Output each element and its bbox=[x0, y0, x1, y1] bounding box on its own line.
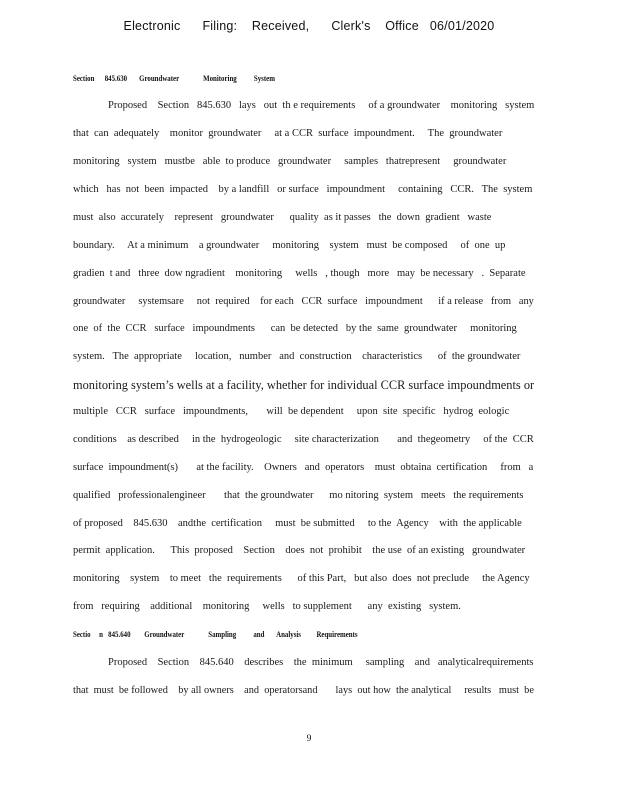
paragraph-line: Proposed Section 845.640 describes the minimum sampling and analyticalrequirements bbox=[108, 657, 534, 668]
paragraph-line: groundwater systemsare not required for each CCR surface impoundment if a release from any bbox=[73, 296, 534, 307]
paragraph-line: one of the CCR surface impoundments can be detected by the same groundwater monitoring bbox=[73, 323, 517, 334]
paragraph-line: that can adequately monitor groundwater at a CCR surface impoundment. The groundwater bbox=[73, 128, 503, 139]
paragraph-line: surface impoundment(s) at the facility. Owners and operators must obtaina certification from a bbox=[73, 462, 534, 473]
paragraph-line: monitoring system to meet the requirements of this Part, but also does not preclude the Agency bbox=[73, 573, 530, 584]
paragraph-line: Proposed Section 845.630 lays out th e requirements of a groundwater monitoring system bbox=[108, 100, 535, 111]
paragraph-line: permit application. This proposed Section does not prohibit the use of an existing groundwater bbox=[73, 545, 526, 556]
paragraph-line: system. The appropriate location, number and construction characteristics of the groundwater bbox=[73, 351, 521, 362]
electronic-filing-header: Electronic Filing: Received, Clerk's Office 06/01/2020 bbox=[123, 19, 495, 33]
paragraph-line: of proposed 845.630 andthe certification must be submitted to the Agency with the applicable bbox=[73, 518, 522, 529]
paragraph-line: which has not been impacted by a landfill or surface impoundment containing CCR. The system bbox=[73, 184, 533, 195]
page-number: 9 bbox=[306, 734, 312, 744]
paragraph-line: from requiring additional monitoring wells to supplement any existing system. bbox=[73, 601, 461, 612]
section-845-630-heading: Section 845.630 Groundwater Monitoring System bbox=[73, 74, 275, 83]
paragraph-line: boundary. At a minimum a groundwater monitoring system must be composed of one up bbox=[73, 240, 506, 251]
paragraph-line: monitoring system’s wells at a facility, whether for individual CCR surface impoundments or bbox=[73, 378, 535, 392]
paragraph-line: gradien t and three dow ngradient monitoring wells , though more may be necessary . Separate bbox=[73, 268, 526, 279]
section-845-640-heading: Sectio n 845.640 Groundwater Sampling and Analysis Requirements bbox=[73, 630, 358, 639]
paragraph-line: conditions as described in the hydrogeologic site characterization and thegeometry of the CCR bbox=[73, 434, 534, 445]
paragraph-line: qualified professionalengineer that the groundwater mo nitoring system meets the requirements bbox=[73, 490, 524, 501]
paragraph-line: monitoring system mustbe able to produce groundwater samples thatrepresent groundwater bbox=[73, 156, 507, 167]
paragraph-line: that must be followed by all owners and operatorsand lays out how the analytical results must be bbox=[73, 685, 534, 696]
paragraph-line: must also accurately represent groundwater quality as it passes the down gradient waste bbox=[73, 212, 492, 223]
paragraph-line: multiple CCR surface impoundments, will be dependent upon site specific hydrog eologic bbox=[73, 406, 510, 417]
